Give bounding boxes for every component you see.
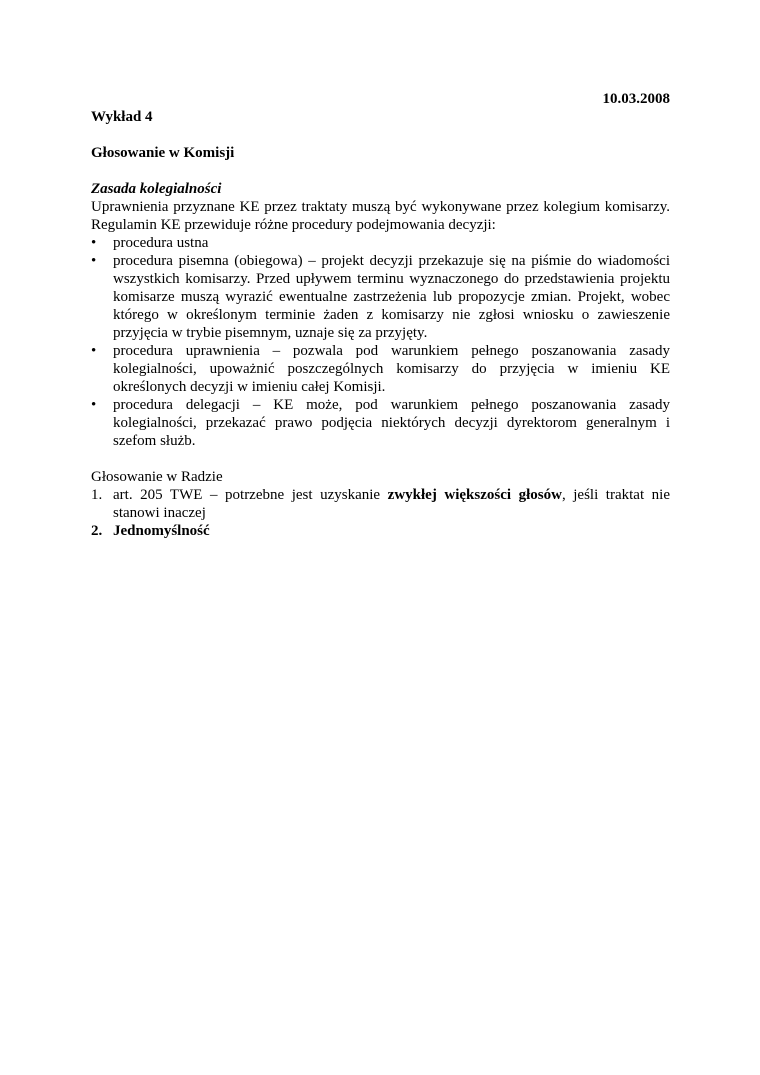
list-number: 1. bbox=[91, 487, 103, 503]
list-item bbox=[91, 252, 670, 342]
list-item-text: procedura delegacji – KE może, pod warunkiem pełnego poszanowania zasady kolegialności, przekazać prawo podjęcia niektórych decyzji dyrektorom generalnym i szefom służb. bbox=[113, 397, 670, 449]
list-item-text: procedura ustna bbox=[113, 235, 209, 251]
list-item-text-after: , jeśli traktat nie stanowi inaczej bbox=[113, 487, 671, 521]
list-item bbox=[91, 486, 670, 522]
list-item bbox=[91, 342, 670, 396]
spacer bbox=[91, 162, 670, 180]
list-item bbox=[91, 396, 670, 450]
lecture-title: Wykład 4 bbox=[91, 109, 153, 125]
list-item-text-before: art. 205 TWE – potrzebne jest uzyskanie bbox=[113, 487, 388, 503]
principle-heading: Zasada kolegialności bbox=[91, 181, 222, 197]
list-item-text: procedura pisemna (obiegowa) – projekt decyzji przekazuje się na piśmie do wiadomości wszystkich komisarzy. Przed upływem terminu wyznaczonego do przedstawienia projektu komisarze muszą wyrazić ewentualne zastrzeżenia lub propozycje zmian. Projekt, wobec którego w określonym terminie żaden z komisarzy nie zgłosi wniosku o zawieszenie przyjęcia w trybie pisemnym, uznaje się za przyjęty. bbox=[113, 253, 670, 341]
spacer bbox=[91, 450, 670, 468]
bullet-icon: • bbox=[91, 397, 97, 413]
list-number: 2. bbox=[91, 523, 103, 539]
spacer bbox=[91, 126, 670, 144]
principle-intro: Uprawnienia przyznane KE przez traktaty muszą być wykonywane przez kolegium komisarzy. Regulamin KE przewiduje różne procedury podejmowania decyzji: bbox=[91, 199, 670, 233]
section-title: Głosowanie w Komisji bbox=[91, 145, 235, 161]
list-item-text: procedura uprawnienia – pozwala pod warunkiem pełnego poszanowania zasady kolegialności, upoważnić poszczególnych komisarzy do przyjęcia w imieniu KE określonych decyzji w imieniu całej Komisji. bbox=[113, 343, 670, 395]
list-item-emphasis: zwykłej większości głosów bbox=[387, 487, 562, 503]
procedures-list bbox=[91, 234, 670, 450]
bullet-icon: • bbox=[91, 253, 97, 269]
bullet-icon: • bbox=[91, 235, 97, 251]
document-page bbox=[91, 90, 670, 540]
document-date: 10.03.2008 bbox=[602, 91, 670, 107]
list-item bbox=[91, 234, 670, 252]
council-heading: Głosowanie w Radzie bbox=[91, 469, 223, 485]
list-item-text: Jednomyślność bbox=[113, 523, 210, 539]
bullet-icon: • bbox=[91, 343, 97, 359]
list-item bbox=[91, 522, 670, 540]
council-list bbox=[91, 486, 670, 540]
